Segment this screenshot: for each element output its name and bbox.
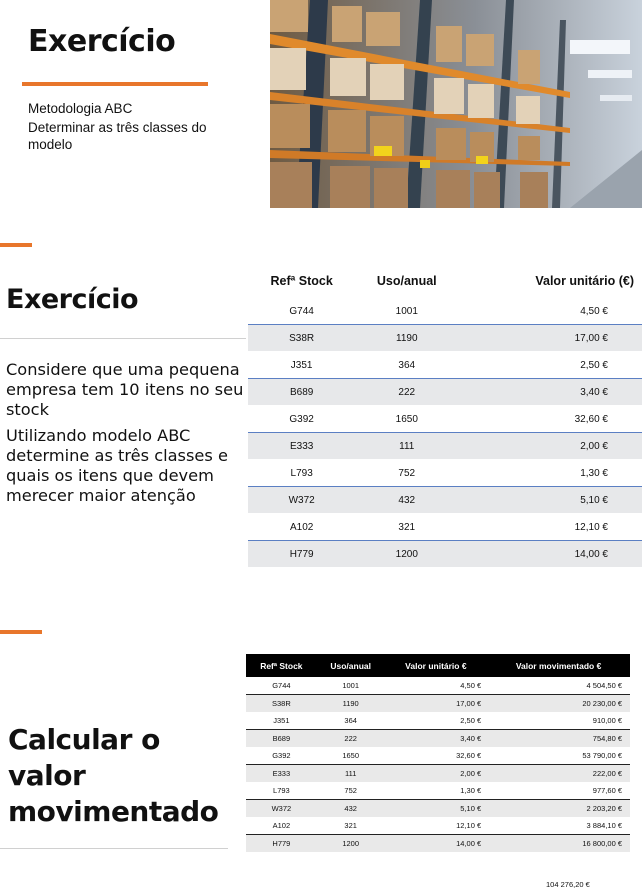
cell-ref: S38R — [246, 695, 317, 713]
header-moved-value: Valor movimentado € — [487, 654, 630, 677]
header-ref: Refª Stock — [270, 274, 333, 288]
cell-unit-value: 32,60 € — [458, 406, 642, 433]
header-usage: Uso/anual — [376, 274, 437, 288]
cell-unit-value: 14,00 € — [458, 541, 642, 568]
cell-usage: 321 — [355, 514, 458, 541]
cell-unit-value: 1,30 € — [385, 782, 488, 800]
cell-usage: 222 — [355, 379, 458, 406]
cell-unit-value: 2,50 € — [458, 352, 642, 379]
cell-ref: J351 — [248, 352, 355, 379]
cell-ref: B689 — [246, 730, 317, 748]
table-row — [246, 835, 630, 853]
cell-ref: J351 — [246, 712, 317, 730]
slide3-divider — [0, 848, 228, 849]
table-row — [248, 433, 642, 460]
table-row — [248, 514, 642, 541]
cell-ref: L793 — [246, 782, 317, 800]
cell-unit-value: 14,00 € — [385, 835, 488, 853]
slide1-subtitle — [28, 100, 238, 155]
cell-moved-value: 910,00 € — [487, 712, 630, 730]
cell-unit-value: 2,00 € — [385, 765, 488, 783]
header-unit-value: Valor unitário € — [385, 654, 488, 677]
cell-unit-value: 12,10 € — [385, 817, 488, 835]
cell-unit-value: 1,30 € — [458, 460, 642, 487]
cell-usage: 111 — [317, 765, 385, 783]
cell-ref: H779 — [248, 541, 355, 568]
cell-ref: G744 — [246, 677, 317, 695]
cell-ref: L793 — [248, 460, 355, 487]
movement-table — [246, 654, 630, 852]
slide1-accent-rule — [22, 82, 208, 86]
cell-moved-value: 20 230,00 € — [487, 695, 630, 713]
slide1-line-2: Determinar as três classes do modelo — [28, 120, 207, 152]
cell-usage: 111 — [355, 433, 458, 460]
cell-moved-value: 16 800,00 € — [487, 835, 630, 853]
cell-moved-value: 2 203,20 € — [487, 800, 630, 818]
cell-usage: 1200 — [317, 835, 385, 853]
cell-moved-value: 222,00 € — [487, 765, 630, 783]
cell-usage: 1001 — [317, 677, 385, 695]
cell-usage: 364 — [355, 352, 458, 379]
cell-unit-value: 17,00 € — [458, 325, 642, 352]
cell-unit-value: 17,00 € — [385, 695, 488, 713]
slide2-paragraph-1: Considere que uma pequena empresa tem 10 itens no seu stock — [6, 360, 244, 419]
cell-moved-value: 977,60 € — [487, 782, 630, 800]
warehouse-photo — [270, 0, 642, 208]
cell-unit-value: 2,50 € — [385, 712, 488, 730]
cell-unit-value: 32,60 € — [385, 747, 488, 765]
cell-unit-value: 3,40 € — [385, 730, 488, 748]
slide1-title: Exercício — [28, 24, 176, 59]
cell-ref: B689 — [248, 379, 355, 406]
cell-ref: W372 — [248, 487, 355, 514]
cell-usage: 752 — [355, 460, 458, 487]
movement-total: 104 276,20 € — [546, 880, 590, 889]
cell-ref: G744 — [248, 298, 355, 325]
slide3-accent-mark — [0, 630, 42, 634]
cell-ref: G392 — [248, 406, 355, 433]
cell-ref: E333 — [248, 433, 355, 460]
cell-ref: S38R — [248, 325, 355, 352]
table-row — [246, 695, 630, 713]
cell-unit-value: 3,40 € — [458, 379, 642, 406]
table-row — [246, 677, 630, 695]
cell-unit-value: 4,50 € — [458, 298, 642, 325]
cell-usage: 1190 — [317, 695, 385, 713]
cell-unit-value: 12,10 € — [458, 514, 642, 541]
table-row — [248, 325, 642, 352]
table-row — [246, 800, 630, 818]
cell-moved-value: 53 790,00 € — [487, 747, 630, 765]
cell-ref: H779 — [246, 835, 317, 853]
cell-usage: 752 — [317, 782, 385, 800]
cell-unit-value: 5,10 € — [458, 487, 642, 514]
header-usage: Uso/anual — [317, 654, 385, 677]
table-row — [246, 747, 630, 765]
slide2-title: Exercício — [6, 284, 139, 315]
slide1-line-1: Metodologia ABC — [28, 101, 133, 116]
table-row — [248, 352, 642, 379]
table-row — [248, 298, 642, 325]
cell-usage: 432 — [355, 487, 458, 514]
table-row — [248, 406, 642, 433]
cell-ref: W372 — [246, 800, 317, 818]
cell-ref: A102 — [246, 817, 317, 835]
table-row — [248, 379, 642, 406]
cell-unit-value: 2,00 € — [458, 433, 642, 460]
slide3-title: Calcular o valor movimentado — [8, 723, 219, 828]
cell-ref: E333 — [246, 765, 317, 783]
table-row — [246, 730, 630, 748]
cell-usage: 1001 — [355, 298, 458, 325]
cell-usage: 321 — [317, 817, 385, 835]
table-row — [246, 765, 630, 783]
cell-usage: 1190 — [355, 325, 458, 352]
cell-usage: 1200 — [355, 541, 458, 568]
table-row — [248, 541, 642, 568]
cell-ref: A102 — [248, 514, 355, 541]
table-row — [246, 782, 630, 800]
cell-moved-value: 754,80 € — [487, 730, 630, 748]
cell-ref: G392 — [246, 747, 317, 765]
slide2-accent-mark — [0, 243, 32, 247]
cell-usage: 1650 — [355, 406, 458, 433]
table-row — [246, 712, 630, 730]
cell-usage: 432 — [317, 800, 385, 818]
cell-moved-value: 4 504,50 € — [487, 677, 630, 695]
cell-usage: 222 — [317, 730, 385, 748]
stock-table — [248, 264, 642, 568]
slide2-body — [6, 360, 246, 512]
slide2-paragraph-2: Utilizando modelo ABC determine as três classes e quais os itens que devem merecer maior atenção — [6, 426, 228, 505]
table-row — [246, 817, 630, 835]
header-unit-value: Valor unitário (€) — [535, 274, 634, 288]
cell-unit-value: 5,10 € — [385, 800, 488, 818]
table-row — [248, 487, 642, 514]
cell-usage: 1650 — [317, 747, 385, 765]
slide2-divider — [0, 338, 246, 339]
cell-unit-value: 4,50 € — [385, 677, 488, 695]
table-row — [248, 460, 642, 487]
cell-moved-value: 3 884,10 € — [487, 817, 630, 835]
cell-usage: 364 — [317, 712, 385, 730]
header-ref: Refª Stock — [246, 654, 317, 677]
